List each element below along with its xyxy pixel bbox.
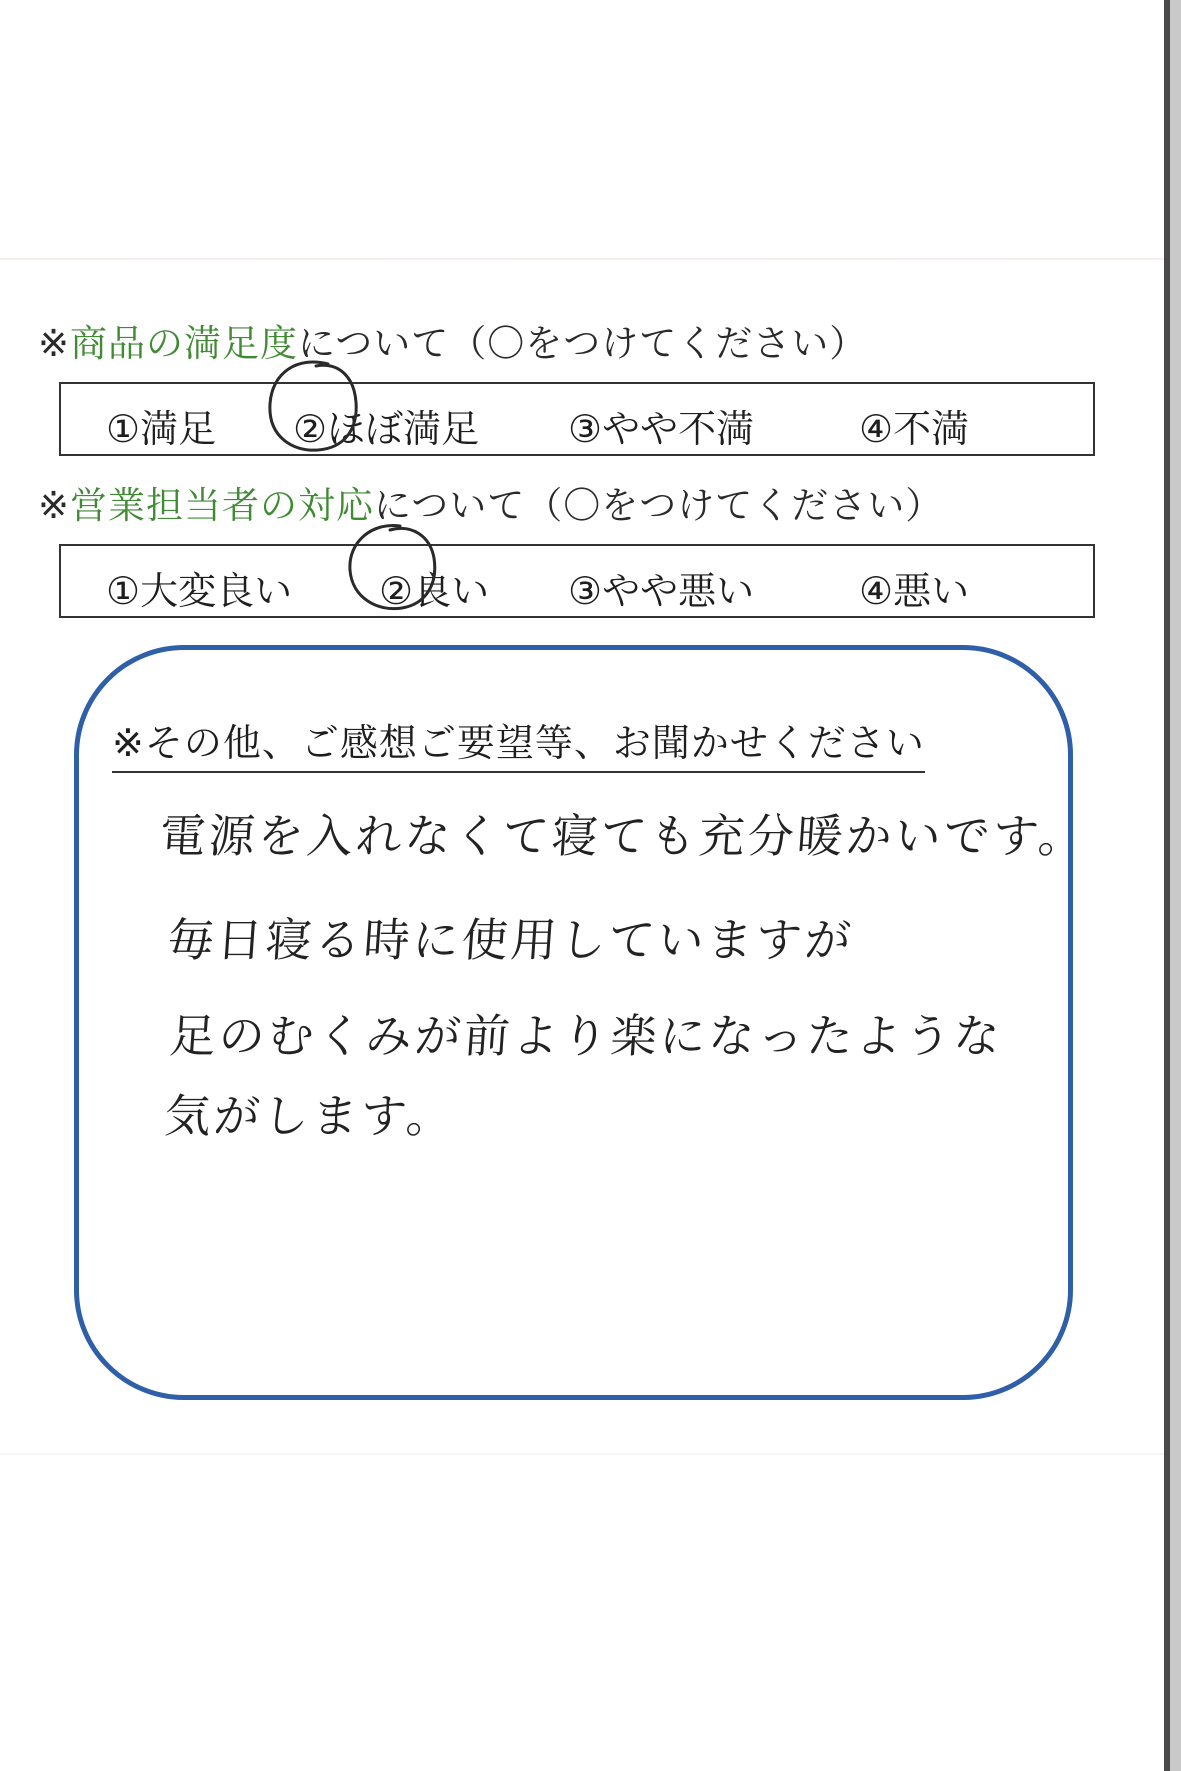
satisfaction-option-1[interactable]: ①満足 [106,407,217,451]
paper-fold-bottom [0,1452,1164,1455]
comment-title: ※その他、ご感想ご要望等、お聞かせください [112,712,925,773]
paper-fold-top [0,258,1164,261]
reference-mark: ※ [38,322,71,365]
handwritten-comment-line-1: 電源を入れなくて寝ても充分暖かいです。 [157,809,1090,863]
satisfaction-option-2[interactable]: ②ほぼ満足 [293,407,480,451]
satisfaction-heading-instruction: について（〇をつけてください） [298,322,868,365]
sales-rep-option-4[interactable]: ④悪い [859,569,970,613]
satisfaction-heading [38,313,867,367]
satisfaction-option-3[interactable]: ③やや不満 [568,407,755,451]
handwritten-comment-line-3: 足のむくみが前より楽になったような [167,1009,1005,1063]
handwritten-comment-line-4: 気がします。 [162,1089,458,1143]
sales-rep-heading [38,475,943,529]
satisfaction-option-4[interactable]: ④不満 [859,407,970,451]
reference-mark: ※ [38,484,71,527]
satisfaction-options [59,382,1095,456]
sales-rep-option-3[interactable]: ③やや悪い [568,569,755,613]
sales-rep-heading-key: 営業担当者の対応 [70,484,375,527]
sales-rep-options [59,544,1095,618]
handwritten-comment-line-2: 毎日寝る時に使用していますが [165,913,856,967]
page-edge-shadow [1170,0,1181,1771]
sales-rep-option-1[interactable]: ①大変良い [106,569,293,613]
satisfaction-heading-key: 商品の満足度 [70,322,299,365]
sales-rep-option-2[interactable]: ②良い [379,569,490,613]
sales-rep-heading-instruction: について（〇をつけてください） [374,484,944,527]
